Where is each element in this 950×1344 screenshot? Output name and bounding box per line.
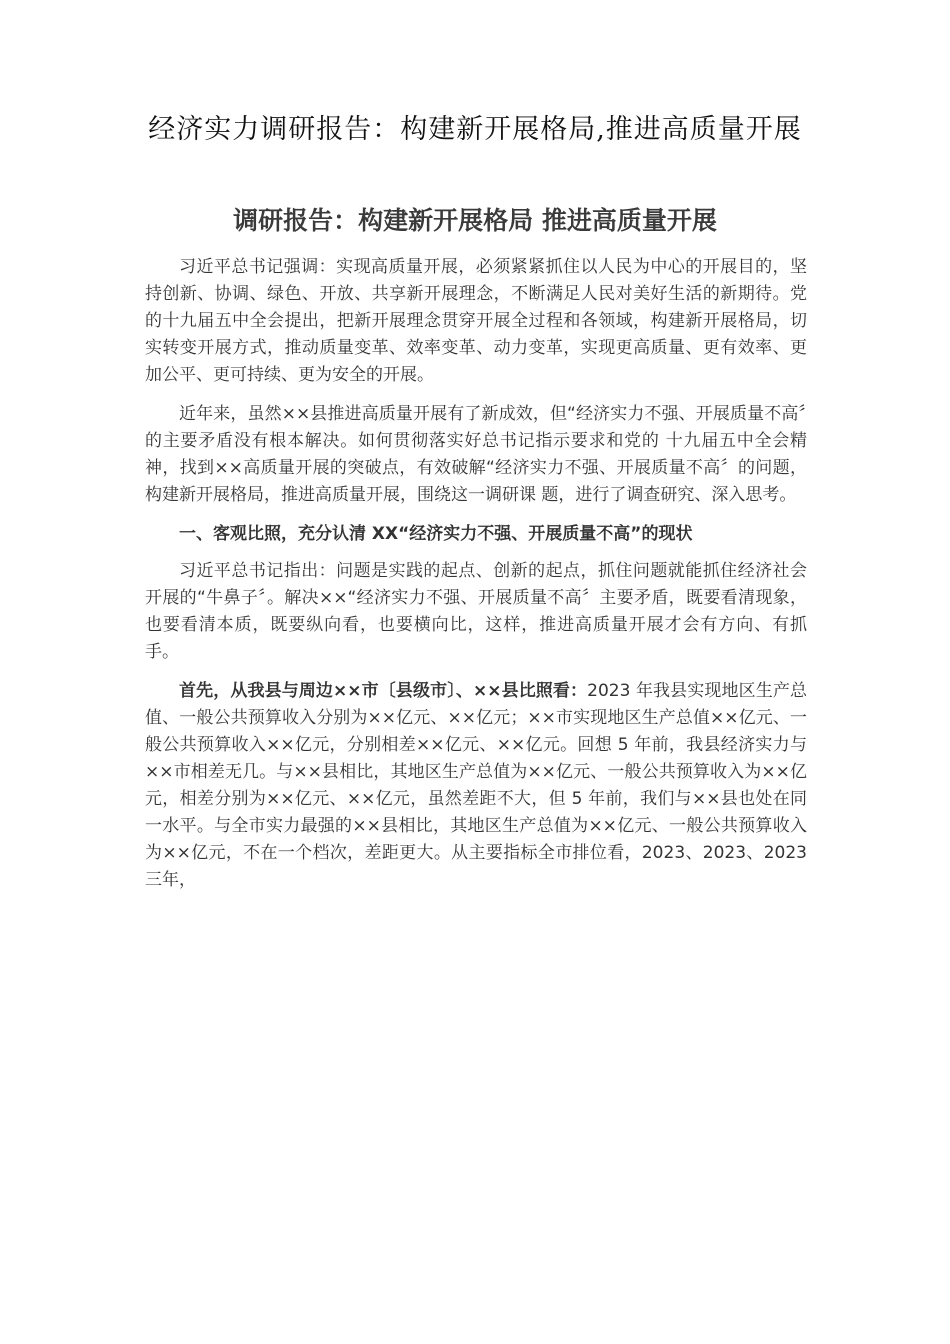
- paragraph-problem: 习近平总书记指出：问题是实践的起点、创新的起点，抓住问题就能抓住经济社会开展的“牛鼻子〞。解决××“经济实力不强、开展质量不高〞主要矛盾，既要看清现象，也要看清本质，既要纵向看，也要横向比，这样，推进高质量开展才会有方向、有抓手。: [145, 561, 807, 662]
- section-heading-1: 一、客观比照，充分认清 XX“经济实力不强、开展质量不高”的现状: [179, 524, 693, 544]
- paragraph-background: 近年来，虽然××县推进高质量开展有了新成效，但“经济实力不强、开展质量不高〞的主要矛盾没有根本解决。如何贯彻落实好总书记指示要求和党的 十九届五中全会精神，找到××高质量开展的突破点，有效破解“经济实力不强、开展质量不高〞的问题，构建新开展格局，推进高质量开展，围绕这一调研课 题，进行了调查研究、深入思考。: [145, 404, 807, 505]
- paragraph-comparison: [145, 678, 807, 894]
- paragraph-comparison-body: 2023 年我县实现地区生产总值、一般公共预算收入分别为××亿元、××亿元；××市实现地区生产总值××亿元、一般公共预算收入××亿元，分别相差××亿元、××亿元。回想 5 年前，我县经济实力与××市相差无几。与××县相比，其地区生产总值为××亿元、一般公共预算收入为××亿元，相差分别为××亿元、××亿元，虽然差距不大，但 5 年前，我们与××县也处在同一水平。与全市实力最强的××县相比，其地区生产总值为××亿元、一般公共预算收入为××亿元，不在一个档次，差距更大。从主要指标全市排位看，2023、2023、2023 三年，: [145, 681, 807, 890]
- document-body: [145, 254, 807, 906]
- document-subtitle: 调研报告：构建新开展格局 推进高质量开展: [233, 206, 717, 235]
- document-title: 经济实力调研报告：构建新开展格局,推进高质量开展: [148, 114, 802, 145]
- paragraph-comparison-lead: 首先，从我县与周边××市〔县级市〕、××县比照看：: [179, 681, 588, 701]
- paragraph-intro: 习近平总书记强调：实现高质量开展，必须紧紧抓住以人民为中心的开展目的，坚持创新、协调、绿色、开放、共享新开展理念，不断满足人民对美好生活的新期待。党的十九届五中全会提出，把新开展理念贯穿开展全过程和各领域，构建新开展格局，切实转变开展方式，推动质量变革、效率变革、动力变革，实现更高质量、更有效率、更加公平、更可持续、更为安全的开展。: [145, 257, 807, 385]
